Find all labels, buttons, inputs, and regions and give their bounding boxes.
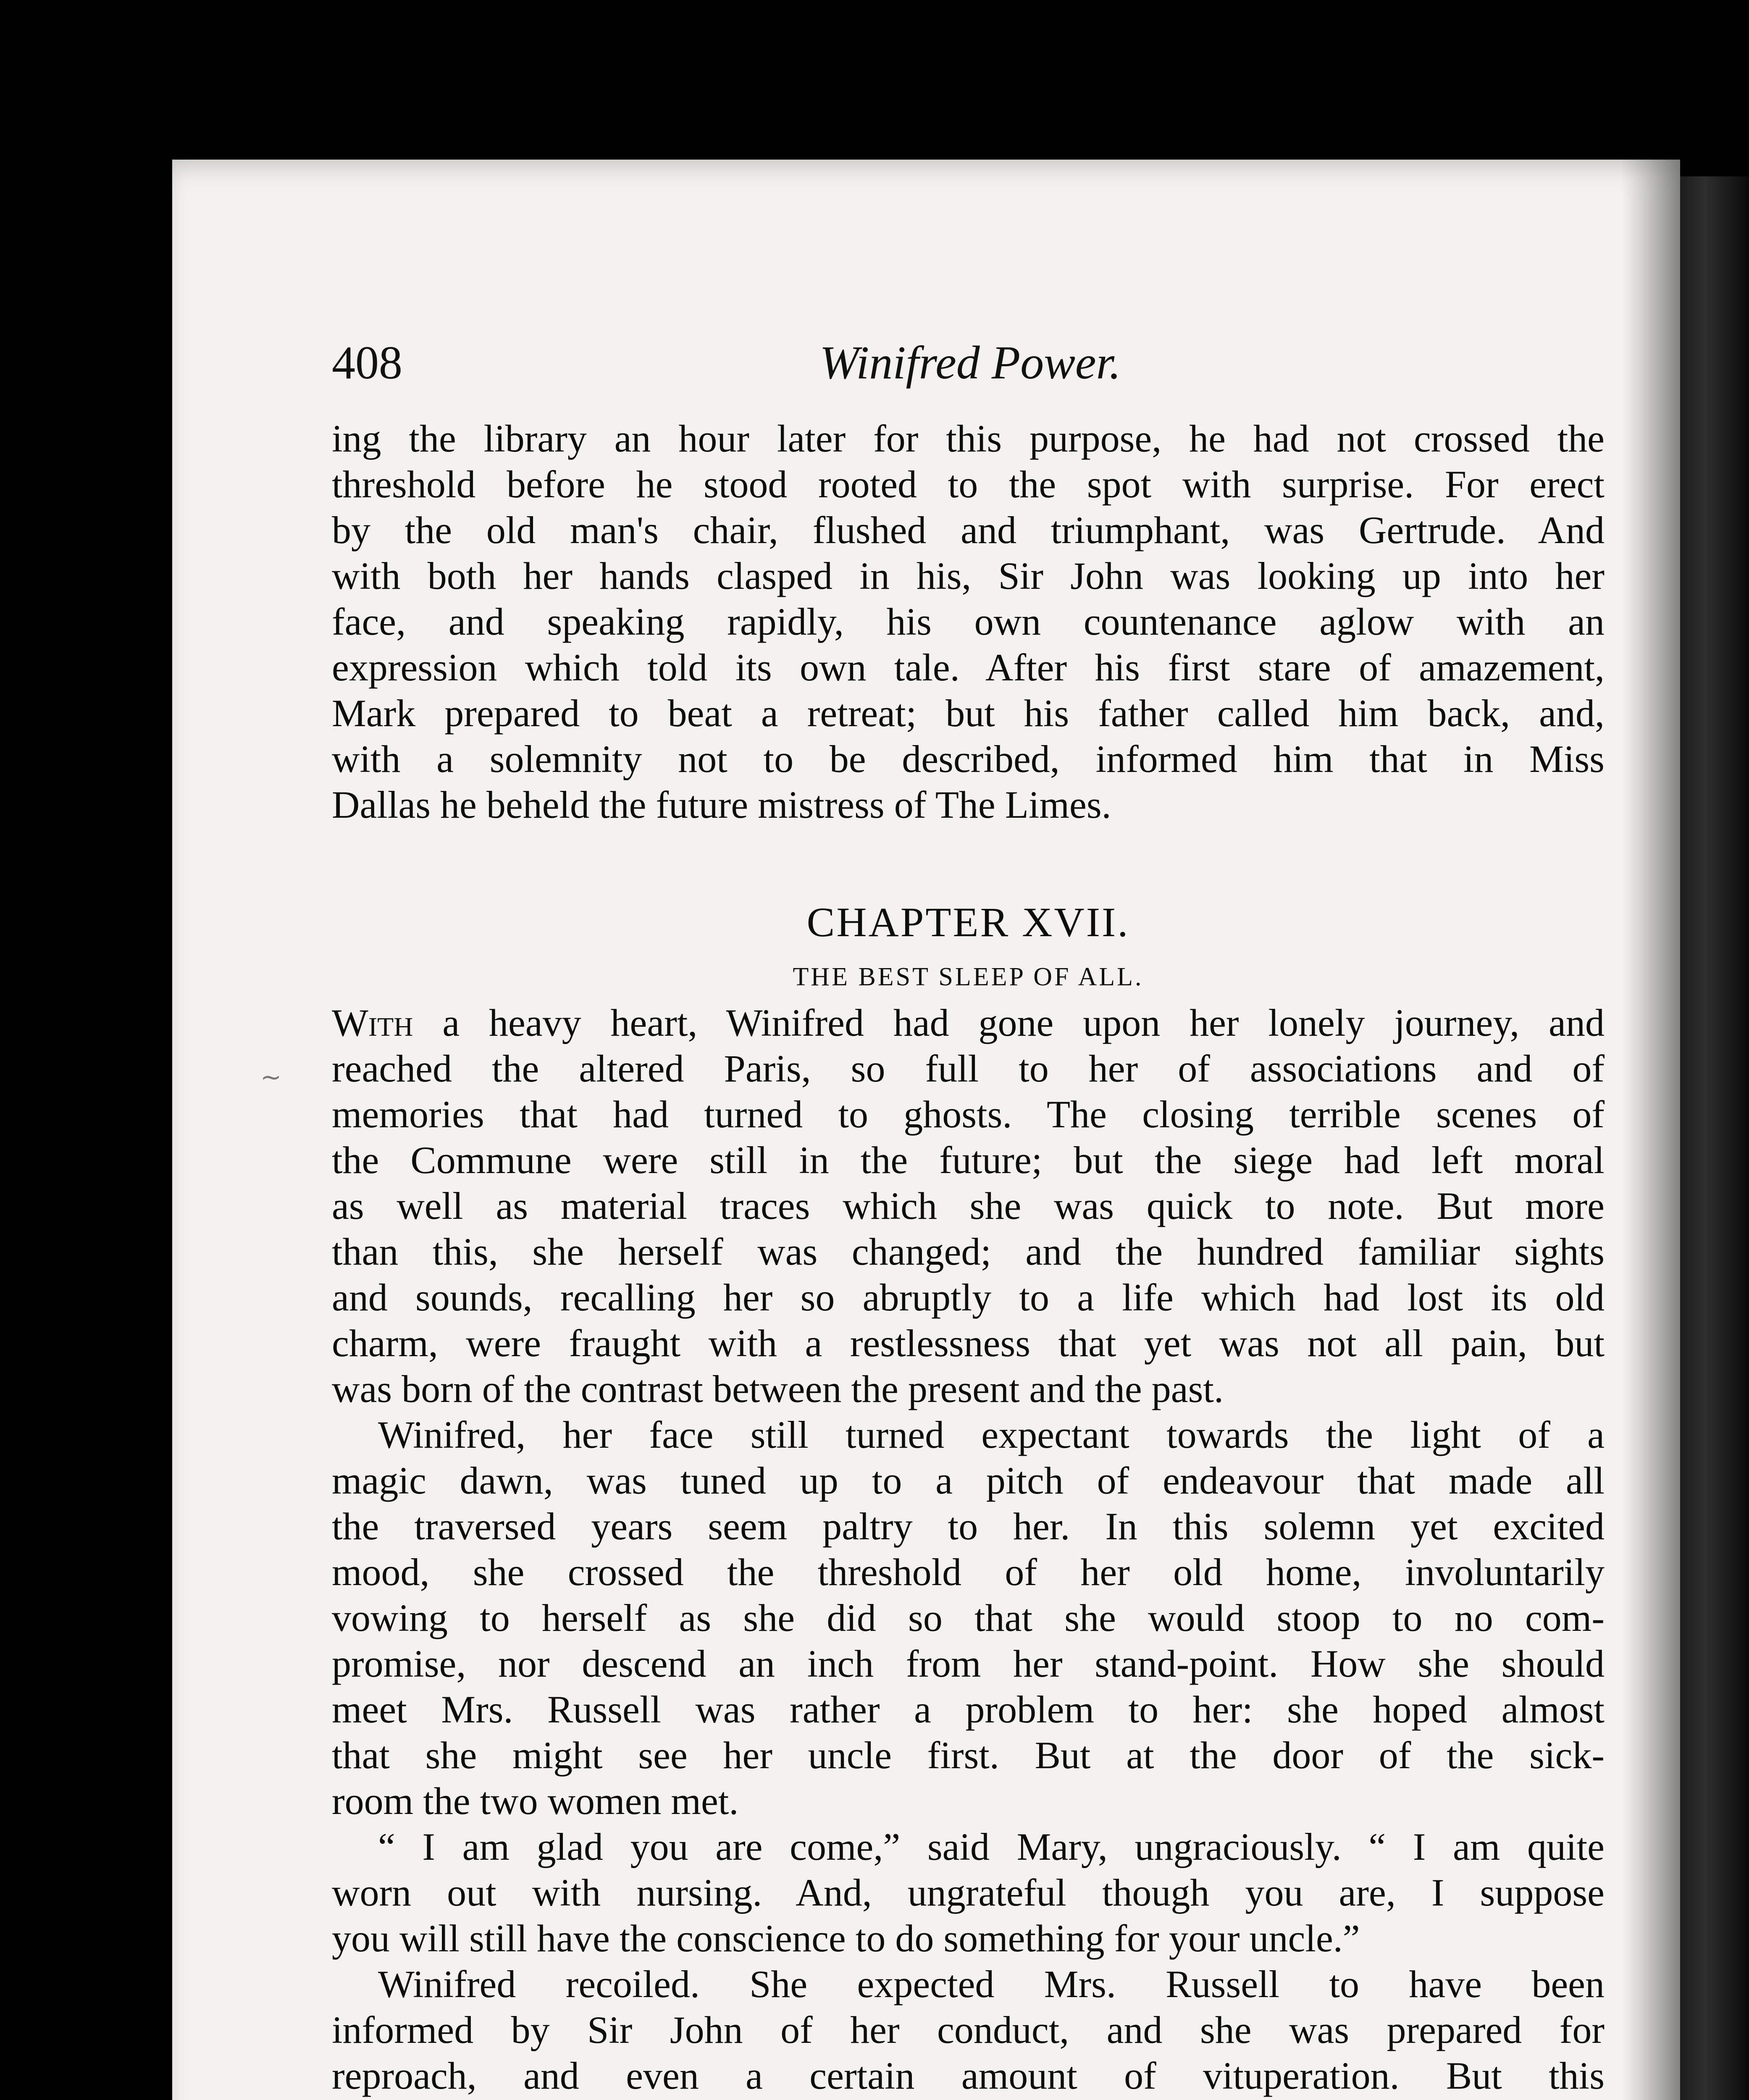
gutter-shadow [1621, 160, 1680, 2100]
text-line: you will still have the conscience to do something for your uncle.” [332, 1917, 1360, 1960]
text-line: charm, were fraught with a restlessness that yet was not all pain, but [332, 1322, 1605, 1365]
text-line: face, and speaking rapidly, his own countenance aglow with an [332, 600, 1605, 643]
paragraph [332, 1000, 1605, 1412]
text-line-rest: a heavy heart, Winifred had gone upon her lonely journey, and [442, 1001, 1605, 1044]
paragraph [332, 1961, 1605, 2100]
text-line: ing the library an hour later for this purpose, he had not crossed the [332, 417, 1605, 460]
text-line: was born of the contrast between the present and the past. [332, 1368, 1224, 1410]
text-line: that she might see her uncle first. But at the door of the sick- [332, 1734, 1605, 1777]
adjacent-page-edge [1676, 176, 1749, 2100]
page-body [332, 416, 1605, 2100]
text-line: than this, she herself was changed; and the hundred familiar sights [332, 1230, 1605, 1273]
paragraph [332, 416, 1605, 828]
text-line: promise, nor descend an inch from her stand-point. How she should [332, 1642, 1605, 1685]
chapter-opening-word: With [332, 1001, 413, 1044]
text-line: Mark prepared to beat a retreat; but his father called him back, and, [332, 692, 1605, 735]
text-line: “ I am glad you are come,” said Mary, ungraciously. “ I am quite [378, 1825, 1605, 1868]
text-line: room the two women met. [332, 1780, 739, 1822]
text-line: by the old man's chair, flushed and triumphant, was Gertrude. And [332, 509, 1605, 551]
text-line: magic dawn, was tuned up to a pitch of endeavour that made all [332, 1459, 1605, 1502]
running-head: Winifred Power. [819, 337, 1121, 389]
chapter-subtitle: THE BEST SLEEP OF ALL. [793, 963, 1144, 991]
text-line: expression which told its own tale. After his first stare of amazement, [332, 646, 1605, 689]
paragraph [332, 1412, 1605, 1824]
text-line [332, 1000, 1605, 1046]
text-line: Dallas he beheld the future mistress of The Limes. [332, 783, 1111, 826]
text-line: Winifred, her face still turned expectant towards the light of a [378, 1413, 1605, 1456]
text-line: with both her hands clasped in his, Sir John was looking up into her [332, 554, 1605, 597]
text-line: and sounds, recalling her so abruptly to a life which had lost its old [332, 1276, 1605, 1319]
page-number: 408 [332, 337, 402, 389]
book-page [172, 160, 1680, 2100]
paragraph [332, 1824, 1605, 1961]
text-line: Winifred recoiled. She expected Mrs. Russell to have been [378, 1963, 1605, 2006]
text-line: with a solemnity not to be described, informed him that in Miss [332, 738, 1605, 780]
text-line: meet Mrs. Russell was rather a problem to her: she hoped almost [332, 1688, 1605, 1731]
text-line: reached the altered Paris, so full to her of associations and of [332, 1047, 1605, 1090]
text-line: reproach, and even a certain amount of vituperation. But this [332, 2054, 1605, 2097]
text-line: informed by Sir John of her conduct, and she was prepared for [332, 2008, 1605, 2051]
chapter-title: CHAPTER XVII. [806, 899, 1130, 945]
text-line: mood, she crossed the threshold of her old home, involuntarily [332, 1551, 1605, 1593]
text-line: worn out with nursing. And, ungrateful though you are, I suppose [332, 1871, 1605, 1914]
margin-pencil-mark: ~ [260, 1063, 282, 1092]
text-line: vowing to herself as she did so that she would stoop to no com- [332, 1596, 1605, 1639]
page-header [332, 336, 1609, 420]
text-line: the traversed years seem paltry to her. In this solemn yet excited [332, 1505, 1605, 1548]
text-line: threshold before he stood rooted to the spot with surprise. For erect [332, 463, 1605, 506]
text-line: as well as material traces which she was quick to note. But more [332, 1184, 1605, 1227]
text-line: memories that had turned to ghosts. The closing terrible scenes of [332, 1093, 1605, 1136]
text-line: the Commune were still in the future; but the siege had left moral [332, 1139, 1605, 1181]
